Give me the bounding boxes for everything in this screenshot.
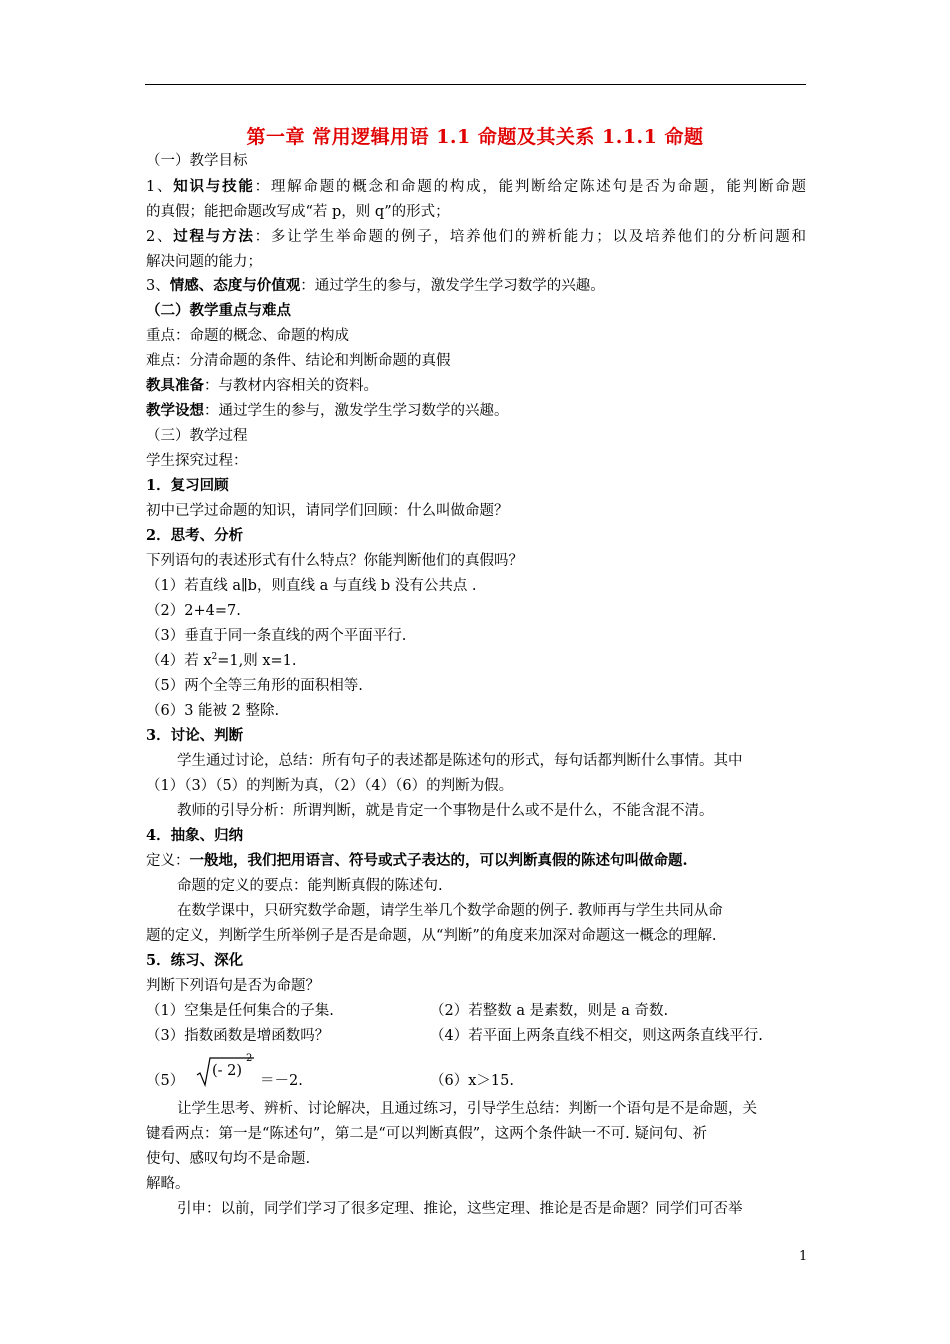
radicand: (- 2): [212, 1063, 243, 1079]
goal-1-text: ：理解命题的概念和命题的构成，能判断给定陈述句是否为命题，能判断命题: [254, 179, 807, 195]
goal-3-label: 情感、态度与价值观: [169, 277, 301, 294]
statement-2: （2）2+4=7.: [146, 603, 241, 619]
heading-discuss: 3．讨论、判断: [146, 727, 244, 744]
goal-2-text: ：多让学生举命题的例子，培养他们的辨析能力；以及培养他们的分析问题和: [254, 229, 807, 245]
goal-3: [146, 277, 605, 295]
goal-2-label: 过程与方法: [173, 228, 255, 245]
summary-b: 键看两点：第一是“陈述句”，第二是“可以判断真假”，这两个条件缺一不可. 疑问句、祈: [146, 1126, 707, 1142]
exercise-4: （4）若平面上两条直线不相交，则这两条直线平行.: [430, 1028, 763, 1044]
definition-point: 命题的定义的要点：能判断真假的陈述句.: [177, 878, 443, 894]
discuss-text-a: 学生通过讨论，总结：所有句子的表述都是陈述句的形式，每句话都判断什么事情。其中: [177, 753, 743, 769]
review-text: 初中已学过命题的知识，请同学们回顾：什么叫做命题？: [146, 503, 509, 519]
section-process: （三）教学过程: [146, 428, 248, 444]
section-key-points: （二）教学重点与难点: [146, 302, 291, 319]
exercise-2: （2）若整数 a 是素数，则是 a 奇数.: [430, 1003, 669, 1019]
teaching-tools-label: 教具准备: [146, 377, 204, 394]
key-point: 重点：命题的概念、命题的构成: [146, 328, 349, 344]
goal-2: [146, 228, 806, 246]
teaching-tools-text: ：与教材内容相关的资料。: [204, 378, 378, 394]
practice-text: 判断下列语句是否为命题？: [146, 978, 320, 994]
statement-5: （5）两个全等三角形的面积相等.: [146, 678, 363, 694]
goal-2-cont: 解决问题的能力；: [146, 254, 262, 270]
abstract-text-a: 在数学课中，只研究数学命题，请学生举几个数学命题的例子. 教师再与学生共同从命: [177, 903, 723, 919]
teaching-design-label: 教学设想: [146, 402, 204, 419]
goal-1: [146, 178, 806, 196]
statement-3: （3）垂直于同一条直线的两个平面平行.: [146, 628, 407, 644]
think-text: 下列语句的表述形式有什么特点？你能判断他们的真假吗？: [146, 553, 523, 569]
heading-review: 1．复习回顾: [146, 477, 229, 494]
statement-4-sup: 2: [211, 652, 218, 662]
definition-text: 一般地，我们把用语言、符号或式子表达的，可以判断真假的陈述句叫做命题.: [189, 852, 688, 869]
goal-3-text: ：通过学生的参与，激发学生学习数学的兴趣。: [300, 278, 605, 294]
statement-4: [146, 652, 297, 670]
definition: [146, 852, 688, 870]
radicand-exponent: 2: [246, 1053, 253, 1064]
teaching-design: [146, 402, 509, 420]
exercise-6: （6）x＞15.: [430, 1073, 514, 1089]
exercise-1: （1）空集是任何集合的子集.: [146, 1003, 334, 1019]
teaching-design-text: ：通过学生的参与，激发学生学习数学的兴趣。: [204, 403, 509, 419]
page-number: 1: [799, 1249, 808, 1264]
discuss-text-b: （1）（3）（5）的判断为真，（2）（4）（6）的判断为假。: [146, 778, 514, 794]
page-title: 第一章 常用逻辑用语 1.1 命题及其关系 1.1.1 命题: [246, 126, 704, 148]
header-rule: [145, 84, 806, 85]
abstract-text-b: 题的定义，判断学生所举例子是否是命题，从“判断”的角度来加深对命题这一概念的理解.: [146, 928, 717, 944]
teaching-tools: [146, 377, 378, 395]
summary-c: 使句、感叹句均不是命题.: [146, 1151, 311, 1167]
heading-abstract: 4．抽象、归纳: [146, 827, 244, 844]
radical-expression: [196, 1055, 256, 1087]
exercise-5-num: （5）: [146, 1073, 185, 1089]
goal-1-label: 知识与技能: [173, 178, 255, 195]
goal-1-cont: 的真假；能把命题改写成“若 p，则 q”的形式；: [146, 204, 450, 220]
exercise-3: （3）指数函数是增函数吗？: [146, 1028, 330, 1044]
heading-practice: 5．练习、深化: [146, 952, 244, 969]
extension-text: 引申：以前，同学们学习了很多定理、推论，这些定理、推论是否是命题？同学们可否举: [177, 1201, 743, 1217]
section-objectives: （一）教学目标: [146, 153, 248, 169]
goal-1-num: 1、: [146, 179, 174, 195]
statement-4-a: （4）若 x: [146, 653, 212, 669]
statement-1: （1）若直线 a∥b，则直线 a 与直线 b 没有公共点 .: [146, 578, 477, 594]
statement-4-b: =1,则 x=1.: [217, 653, 297, 669]
statement-6: （6）3 能被 2 整除.: [146, 703, 280, 719]
solution-omitted: 解略。: [146, 1176, 190, 1192]
goal-3-num: 3、: [146, 278, 170, 294]
definition-label: 定义：: [146, 853, 190, 869]
difficulty: 难点：分清命题的条件、结论和判断命题的真假: [146, 353, 451, 369]
heading-think: 2．思考、分析: [146, 527, 244, 544]
explore-label: 学生探究过程：: [146, 453, 248, 469]
discuss-text-c: 教师的引导分析：所谓判断，就是肯定一个事物是什么或不是什么，不能含混不清。: [177, 803, 714, 819]
summary-a: 让学生思考、辨析、讨论解决，且通过练习，引导学生总结：判断一个语句是不是命题，关: [177, 1101, 757, 1117]
goal-2-num: 2、: [146, 229, 174, 245]
exercise-5-result: ＝－2.: [260, 1073, 303, 1089]
